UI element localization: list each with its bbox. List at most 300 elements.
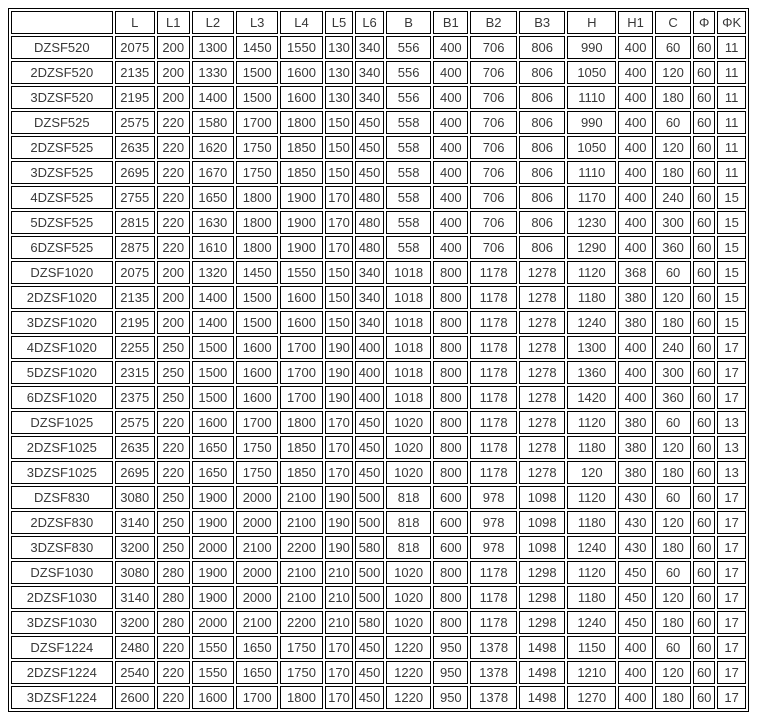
value-cell: 706 bbox=[470, 161, 517, 184]
value-cell: 60 bbox=[693, 161, 715, 184]
value-cell: 60 bbox=[693, 436, 715, 459]
value-cell: 1900 bbox=[280, 186, 322, 209]
value-cell: 400 bbox=[433, 211, 468, 234]
value-cell: 1600 bbox=[192, 686, 234, 709]
value-cell: 1278 bbox=[519, 336, 566, 359]
header-cell: B2 bbox=[470, 11, 517, 34]
model-cell: 5DZSF1020 bbox=[11, 361, 113, 384]
value-cell: 60 bbox=[693, 636, 715, 659]
value-cell: 2000 bbox=[236, 586, 278, 609]
value-cell: 60 bbox=[655, 111, 691, 134]
value-cell: 2075 bbox=[115, 36, 155, 59]
value-cell: 600 bbox=[433, 536, 468, 559]
value-cell: 120 bbox=[655, 511, 691, 534]
model-cell: DZSF525 bbox=[11, 111, 113, 134]
value-cell: 170 bbox=[325, 461, 354, 484]
value-cell: 60 bbox=[693, 86, 715, 109]
value-cell: 2255 bbox=[115, 336, 155, 359]
value-cell: 1500 bbox=[192, 386, 234, 409]
value-cell: 60 bbox=[693, 286, 715, 309]
value-cell: 17 bbox=[717, 336, 746, 359]
table-row bbox=[11, 636, 746, 659]
header-cell: L bbox=[115, 11, 155, 34]
value-cell: 60 bbox=[693, 486, 715, 509]
value-cell: 1630 bbox=[192, 211, 234, 234]
value-cell: 400 bbox=[355, 361, 384, 384]
value-cell: 200 bbox=[157, 86, 190, 109]
table-row bbox=[11, 36, 746, 59]
value-cell: 130 bbox=[325, 61, 354, 84]
value-cell: 2000 bbox=[236, 511, 278, 534]
value-cell: 1650 bbox=[192, 436, 234, 459]
value-cell: 806 bbox=[519, 36, 566, 59]
value-cell: 2100 bbox=[280, 586, 322, 609]
value-cell: 1300 bbox=[192, 36, 234, 59]
value-cell: 2100 bbox=[280, 561, 322, 584]
header-cell: L1 bbox=[157, 11, 190, 34]
value-cell: 380 bbox=[618, 411, 653, 434]
value-cell: 250 bbox=[157, 486, 190, 509]
value-cell: 706 bbox=[470, 236, 517, 259]
header-cell: L2 bbox=[192, 11, 234, 34]
table-row bbox=[11, 186, 746, 209]
value-cell: 950 bbox=[433, 661, 468, 684]
value-cell: 3200 bbox=[115, 611, 155, 634]
value-cell: 2000 bbox=[236, 486, 278, 509]
value-cell: 450 bbox=[618, 611, 653, 634]
value-cell: 1330 bbox=[192, 61, 234, 84]
value-cell: 800 bbox=[433, 336, 468, 359]
value-cell: 1098 bbox=[519, 511, 566, 534]
value-cell: 1400 bbox=[192, 86, 234, 109]
value-cell: 120 bbox=[655, 586, 691, 609]
value-cell: 806 bbox=[519, 211, 566, 234]
header-cell: B1 bbox=[433, 11, 468, 34]
value-cell: 17 bbox=[717, 511, 746, 534]
model-cell: 3DZSF1030 bbox=[11, 611, 113, 634]
value-cell: 1020 bbox=[386, 561, 432, 584]
value-cell: 2000 bbox=[236, 561, 278, 584]
value-cell: 1278 bbox=[519, 411, 566, 434]
value-cell: 1500 bbox=[192, 361, 234, 384]
value-cell: 800 bbox=[433, 311, 468, 334]
value-cell: 1178 bbox=[470, 436, 517, 459]
value-cell: 220 bbox=[157, 636, 190, 659]
value-cell: 60 bbox=[693, 461, 715, 484]
table-row bbox=[11, 311, 746, 334]
value-cell: 1450 bbox=[236, 261, 278, 284]
value-cell: 1670 bbox=[192, 161, 234, 184]
value-cell: 990 bbox=[567, 36, 616, 59]
value-cell: 818 bbox=[386, 511, 432, 534]
value-cell: 2635 bbox=[115, 436, 155, 459]
value-cell: 190 bbox=[325, 511, 354, 534]
value-cell: 15 bbox=[717, 286, 746, 309]
model-cell: DZSF1025 bbox=[11, 411, 113, 434]
value-cell: 170 bbox=[325, 186, 354, 209]
value-cell: 17 bbox=[717, 586, 746, 609]
value-cell: 120 bbox=[655, 436, 691, 459]
value-cell: 1178 bbox=[470, 586, 517, 609]
value-cell: 558 bbox=[386, 211, 432, 234]
value-cell: 2195 bbox=[115, 86, 155, 109]
value-cell: 2695 bbox=[115, 161, 155, 184]
header-cell: L6 bbox=[355, 11, 384, 34]
table-row bbox=[11, 486, 746, 509]
value-cell: 17 bbox=[717, 636, 746, 659]
value-cell: 450 bbox=[618, 586, 653, 609]
value-cell: 450 bbox=[355, 161, 384, 184]
value-cell: 1290 bbox=[567, 236, 616, 259]
value-cell: 1020 bbox=[386, 611, 432, 634]
value-cell: 556 bbox=[386, 36, 432, 59]
value-cell: 1240 bbox=[567, 536, 616, 559]
value-cell: 1178 bbox=[470, 611, 517, 634]
value-cell: 15 bbox=[717, 311, 746, 334]
value-cell: 13 bbox=[717, 436, 746, 459]
value-cell: 1650 bbox=[236, 661, 278, 684]
value-cell: 400 bbox=[618, 86, 653, 109]
model-cell: 6DZSF525 bbox=[11, 236, 113, 259]
value-cell: 600 bbox=[433, 486, 468, 509]
value-cell: 1178 bbox=[470, 411, 517, 434]
value-cell: 380 bbox=[618, 436, 653, 459]
value-cell: 150 bbox=[325, 311, 354, 334]
value-cell: 2100 bbox=[236, 536, 278, 559]
value-cell: 1400 bbox=[192, 311, 234, 334]
value-cell: 1020 bbox=[386, 461, 432, 484]
value-cell: 130 bbox=[325, 86, 354, 109]
header-cell: B bbox=[386, 11, 432, 34]
value-cell: 1178 bbox=[470, 386, 517, 409]
value-cell: 1240 bbox=[567, 311, 616, 334]
table-row bbox=[11, 361, 746, 384]
value-cell: 1550 bbox=[280, 261, 322, 284]
value-cell: 340 bbox=[355, 286, 384, 309]
value-cell: 500 bbox=[355, 586, 384, 609]
value-cell: 120 bbox=[655, 61, 691, 84]
value-cell: 1018 bbox=[386, 286, 432, 309]
value-cell: 990 bbox=[567, 111, 616, 134]
value-cell: 380 bbox=[618, 286, 653, 309]
header-cell: C bbox=[655, 11, 691, 34]
header-cell: H bbox=[567, 11, 616, 34]
value-cell: 2200 bbox=[280, 611, 322, 634]
value-cell: 400 bbox=[618, 211, 653, 234]
value-cell: 3080 bbox=[115, 486, 155, 509]
value-cell: 1018 bbox=[386, 361, 432, 384]
value-cell: 3140 bbox=[115, 511, 155, 534]
value-cell: 1230 bbox=[567, 211, 616, 234]
value-cell: 1500 bbox=[236, 61, 278, 84]
value-cell: 2075 bbox=[115, 261, 155, 284]
value-cell: 1750 bbox=[236, 436, 278, 459]
table-row bbox=[11, 661, 746, 684]
value-cell: 60 bbox=[693, 511, 715, 534]
value-cell: 1180 bbox=[567, 511, 616, 534]
value-cell: 556 bbox=[386, 61, 432, 84]
value-cell: 1178 bbox=[470, 286, 517, 309]
value-cell: 1420 bbox=[567, 386, 616, 409]
value-cell: 60 bbox=[693, 611, 715, 634]
value-cell: 1750 bbox=[236, 461, 278, 484]
value-cell: 400 bbox=[618, 136, 653, 159]
value-cell: 1498 bbox=[519, 636, 566, 659]
value-cell: 60 bbox=[655, 411, 691, 434]
value-cell: 1018 bbox=[386, 261, 432, 284]
value-cell: 400 bbox=[618, 61, 653, 84]
value-cell: 200 bbox=[157, 36, 190, 59]
value-cell: 1600 bbox=[280, 86, 322, 109]
value-cell: 2575 bbox=[115, 411, 155, 434]
value-cell: 1020 bbox=[386, 436, 432, 459]
value-cell: 2375 bbox=[115, 386, 155, 409]
value-cell: 60 bbox=[693, 261, 715, 284]
value-cell: 3080 bbox=[115, 561, 155, 584]
value-cell: 2695 bbox=[115, 461, 155, 484]
table-body bbox=[11, 36, 746, 709]
value-cell: 60 bbox=[693, 586, 715, 609]
value-cell: 60 bbox=[693, 361, 715, 384]
value-cell: 210 bbox=[325, 611, 354, 634]
value-cell: 170 bbox=[325, 411, 354, 434]
value-cell: 1900 bbox=[280, 211, 322, 234]
value-cell: 1120 bbox=[567, 261, 616, 284]
value-cell: 220 bbox=[157, 436, 190, 459]
value-cell: 2100 bbox=[280, 511, 322, 534]
model-cell: 3DZSF525 bbox=[11, 161, 113, 184]
value-cell: 1278 bbox=[519, 311, 566, 334]
model-cell: 2DZSF830 bbox=[11, 511, 113, 534]
value-cell: 180 bbox=[655, 611, 691, 634]
value-cell: 800 bbox=[433, 586, 468, 609]
value-cell: 500 bbox=[355, 511, 384, 534]
value-cell: 220 bbox=[157, 161, 190, 184]
value-cell: 400 bbox=[618, 36, 653, 59]
value-cell: 1900 bbox=[192, 511, 234, 534]
header-cell-blank bbox=[11, 11, 113, 34]
table-row bbox=[11, 211, 746, 234]
value-cell: 1278 bbox=[519, 361, 566, 384]
value-cell: 60 bbox=[693, 411, 715, 434]
value-cell: 1650 bbox=[236, 636, 278, 659]
table-header bbox=[11, 11, 746, 34]
value-cell: 1120 bbox=[567, 561, 616, 584]
table-row bbox=[11, 111, 746, 134]
value-cell: 800 bbox=[433, 361, 468, 384]
value-cell: 200 bbox=[157, 311, 190, 334]
value-cell: 190 bbox=[325, 486, 354, 509]
value-cell: 400 bbox=[618, 661, 653, 684]
header-cell: L5 bbox=[325, 11, 354, 34]
value-cell: 11 bbox=[717, 86, 746, 109]
value-cell: 558 bbox=[386, 161, 432, 184]
value-cell: 180 bbox=[655, 461, 691, 484]
value-cell: 120 bbox=[655, 286, 691, 309]
value-cell: 400 bbox=[618, 361, 653, 384]
model-cell: 2DZSF1224 bbox=[11, 661, 113, 684]
value-cell: 978 bbox=[470, 511, 517, 534]
value-cell: 2100 bbox=[280, 486, 322, 509]
value-cell: 60 bbox=[655, 636, 691, 659]
value-cell: 500 bbox=[355, 486, 384, 509]
value-cell: 558 bbox=[386, 136, 432, 159]
value-cell: 1178 bbox=[470, 311, 517, 334]
value-cell: 220 bbox=[157, 186, 190, 209]
value-cell: 580 bbox=[355, 536, 384, 559]
value-cell: 430 bbox=[618, 511, 653, 534]
value-cell: 1600 bbox=[236, 361, 278, 384]
value-cell: 1800 bbox=[236, 186, 278, 209]
table-row bbox=[11, 461, 746, 484]
value-cell: 2200 bbox=[280, 536, 322, 559]
value-cell: 17 bbox=[717, 561, 746, 584]
value-cell: 170 bbox=[325, 436, 354, 459]
value-cell: 380 bbox=[618, 311, 653, 334]
value-cell: 1378 bbox=[470, 661, 517, 684]
value-cell: 1178 bbox=[470, 261, 517, 284]
value-cell: 340 bbox=[355, 61, 384, 84]
value-cell: 706 bbox=[470, 136, 517, 159]
value-cell: 2315 bbox=[115, 361, 155, 384]
value-cell: 210 bbox=[325, 561, 354, 584]
value-cell: 17 bbox=[717, 361, 746, 384]
value-cell: 2135 bbox=[115, 286, 155, 309]
value-cell: 340 bbox=[355, 311, 384, 334]
value-cell: 250 bbox=[157, 536, 190, 559]
model-cell: 4DZSF525 bbox=[11, 186, 113, 209]
value-cell: 1700 bbox=[280, 361, 322, 384]
value-cell: 400 bbox=[618, 236, 653, 259]
value-cell: 120 bbox=[655, 136, 691, 159]
value-cell: 1450 bbox=[236, 36, 278, 59]
value-cell: 600 bbox=[433, 511, 468, 534]
value-cell: 2135 bbox=[115, 61, 155, 84]
value-cell: 1378 bbox=[470, 686, 517, 709]
value-cell: 1150 bbox=[567, 636, 616, 659]
value-cell: 480 bbox=[355, 186, 384, 209]
value-cell: 818 bbox=[386, 486, 432, 509]
value-cell: 1240 bbox=[567, 611, 616, 634]
value-cell: 60 bbox=[655, 486, 691, 509]
header-cell: H1 bbox=[618, 11, 653, 34]
value-cell: 1600 bbox=[192, 411, 234, 434]
value-cell: 2480 bbox=[115, 636, 155, 659]
value-cell: 60 bbox=[693, 686, 715, 709]
value-cell: 2815 bbox=[115, 211, 155, 234]
value-cell: 800 bbox=[433, 386, 468, 409]
value-cell: 430 bbox=[618, 536, 653, 559]
value-cell: 2755 bbox=[115, 186, 155, 209]
value-cell: 180 bbox=[655, 311, 691, 334]
value-cell: 2195 bbox=[115, 311, 155, 334]
value-cell: 1500 bbox=[192, 336, 234, 359]
value-cell: 150 bbox=[325, 261, 354, 284]
value-cell: 11 bbox=[717, 111, 746, 134]
value-cell: 806 bbox=[519, 136, 566, 159]
value-cell: 200 bbox=[157, 261, 190, 284]
value-cell: 1180 bbox=[567, 586, 616, 609]
value-cell: 806 bbox=[519, 236, 566, 259]
value-cell: 950 bbox=[433, 636, 468, 659]
header-row bbox=[11, 11, 746, 34]
value-cell: 280 bbox=[157, 611, 190, 634]
value-cell: 130 bbox=[325, 36, 354, 59]
value-cell: 280 bbox=[157, 561, 190, 584]
value-cell: 430 bbox=[618, 486, 653, 509]
model-cell: 3DZSF1020 bbox=[11, 311, 113, 334]
value-cell: 1750 bbox=[236, 136, 278, 159]
value-cell: 11 bbox=[717, 61, 746, 84]
value-cell: 1298 bbox=[519, 561, 566, 584]
value-cell: 340 bbox=[355, 36, 384, 59]
value-cell: 800 bbox=[433, 286, 468, 309]
value-cell: 1050 bbox=[567, 61, 616, 84]
value-cell: 706 bbox=[470, 186, 517, 209]
value-cell: 3200 bbox=[115, 536, 155, 559]
value-cell: 300 bbox=[655, 211, 691, 234]
value-cell: 1180 bbox=[567, 436, 616, 459]
value-cell: 806 bbox=[519, 186, 566, 209]
value-cell: 1320 bbox=[192, 261, 234, 284]
value-cell: 1170 bbox=[567, 186, 616, 209]
value-cell: 400 bbox=[618, 386, 653, 409]
value-cell: 1220 bbox=[386, 661, 432, 684]
value-cell: 60 bbox=[655, 36, 691, 59]
value-cell: 1270 bbox=[567, 686, 616, 709]
value-cell: 340 bbox=[355, 86, 384, 109]
table-row bbox=[11, 261, 746, 284]
value-cell: 380 bbox=[618, 461, 653, 484]
model-cell: 5DZSF525 bbox=[11, 211, 113, 234]
value-cell: 400 bbox=[618, 186, 653, 209]
value-cell: 1750 bbox=[280, 661, 322, 684]
value-cell: 150 bbox=[325, 111, 354, 134]
value-cell: 1850 bbox=[280, 161, 322, 184]
value-cell: 558 bbox=[386, 186, 432, 209]
model-cell: 3DZSF520 bbox=[11, 86, 113, 109]
value-cell: 250 bbox=[157, 361, 190, 384]
value-cell: 11 bbox=[717, 136, 746, 159]
table-row bbox=[11, 336, 746, 359]
value-cell: 190 bbox=[325, 336, 354, 359]
value-cell: 1700 bbox=[236, 686, 278, 709]
value-cell: 1278 bbox=[519, 386, 566, 409]
value-cell: 1020 bbox=[386, 586, 432, 609]
value-cell: 1900 bbox=[280, 236, 322, 259]
value-cell: 17 bbox=[717, 386, 746, 409]
model-cell: DZSF1020 bbox=[11, 261, 113, 284]
value-cell: 120 bbox=[655, 661, 691, 684]
table-row bbox=[11, 386, 746, 409]
table-row bbox=[11, 61, 746, 84]
value-cell: 60 bbox=[693, 236, 715, 259]
value-cell: 1278 bbox=[519, 286, 566, 309]
value-cell: 368 bbox=[618, 261, 653, 284]
table-row bbox=[11, 286, 746, 309]
value-cell: 1900 bbox=[192, 486, 234, 509]
value-cell: 220 bbox=[157, 661, 190, 684]
value-cell: 60 bbox=[693, 386, 715, 409]
value-cell: 1750 bbox=[280, 636, 322, 659]
value-cell: 60 bbox=[693, 136, 715, 159]
value-cell: 220 bbox=[157, 136, 190, 159]
value-cell: 800 bbox=[433, 561, 468, 584]
value-cell: 450 bbox=[355, 136, 384, 159]
table-row bbox=[11, 536, 746, 559]
value-cell: 1050 bbox=[567, 136, 616, 159]
header-cell: L3 bbox=[236, 11, 278, 34]
